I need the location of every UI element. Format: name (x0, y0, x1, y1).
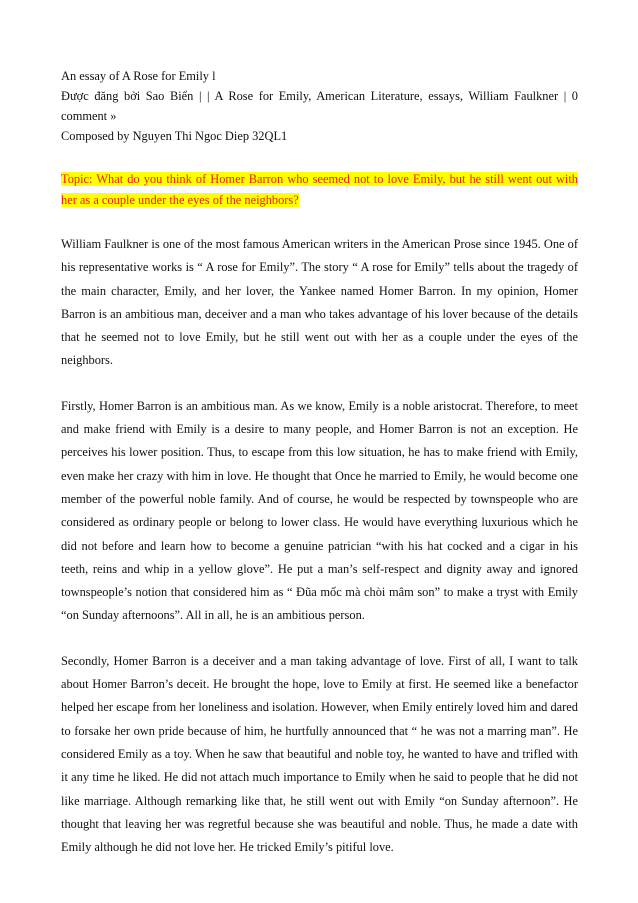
document-page (61, 66, 578, 859)
post-meta: Được đăng bởi Sao Biển | | A Rose for Emily, American Literature, essays, William Faulkner | 0 comment » (61, 89, 578, 123)
essay-title: An essay of A Rose for Emily l (61, 69, 216, 83)
paragraph-secondly: Secondly, Homer Barron is a deceiver and a man taking advantage of love. First of all, I want to talk about Homer Barron’s deceit. He brought the hope, love to Emily at first. He seemed like a benefactor helped her escape from her loneliness and isolation. However, when Emily entirely loved him and dared to forsake her own pride because of him, he hurtfully announced that “ he was not a marring man”. He considered Emily as a toy. When he saw that beautiful and noble toy, he wanted to have and trifled with it any time he liked. He did not attach much importance to Emily when he said to people that he did not like marriage. Although remarking like that, he still went out with Emily “on Sunday afternoon”. He thought that leaving her was regretful because she was beautiful and noble. Thus, he made a date with Emily although he did not love her. He tricked Emily’s pitiful love. (61, 653, 578, 855)
paragraph-firstly: Firstly, Homer Barron is an ambitious man. As we know, Emily is a noble aristocrat. Therefore, to meet and make friend with Emily is a desire to many people, and Homer Barron is not an exception. He perceives his lower position. Thus, to escape from this low situation, he has to make friend with Emily, even make her crazy with him in love. He thought that Once he married to Emily, he would become one member of the powerful noble family. And of course, he would be respected by townspeople who are considered as ordinary people or belong to lower class. He would have everything luxurious which he did not before and learn how to become a genuine patrician “with his hat cocked and a cigar in his teeth, reins and whip in a yellow glove”. He put a man’s self-respect and dignity away and ignored townspeople’s notion that considered him as “ Đũa mốc mà chòi mâm son” to make a tryst with Emily “on Sunday afternoons”. All in all, he is an ambitious person. (61, 398, 578, 623)
topic-highlight: Topic: What do you think of Homer Barron who seemed not to love Emily, but he still went out with her as a couple under the eyes of the neighbors? (61, 172, 578, 207)
author-line: Composed by Nguyen Thi Ngoc Diep 32QL1 (61, 129, 288, 143)
paragraph-intro: William Faulkner is one of the most famous American writers in the American Prose since 1945. One of his representative works is “ A rose for Emily”. The story “ A rose for Emily” tells about the tragedy of the main character, Emily, and her lover, the Yankee named Homer Barron. In my opinion, Homer Barron is an ambitious man, deceiver and a man who takes advantage of his lover because of the details that he seemed not to love Emily, but he still went out with her as a couple under the eyes of the neighbors. (61, 237, 578, 368)
essay-topic (61, 169, 578, 211)
